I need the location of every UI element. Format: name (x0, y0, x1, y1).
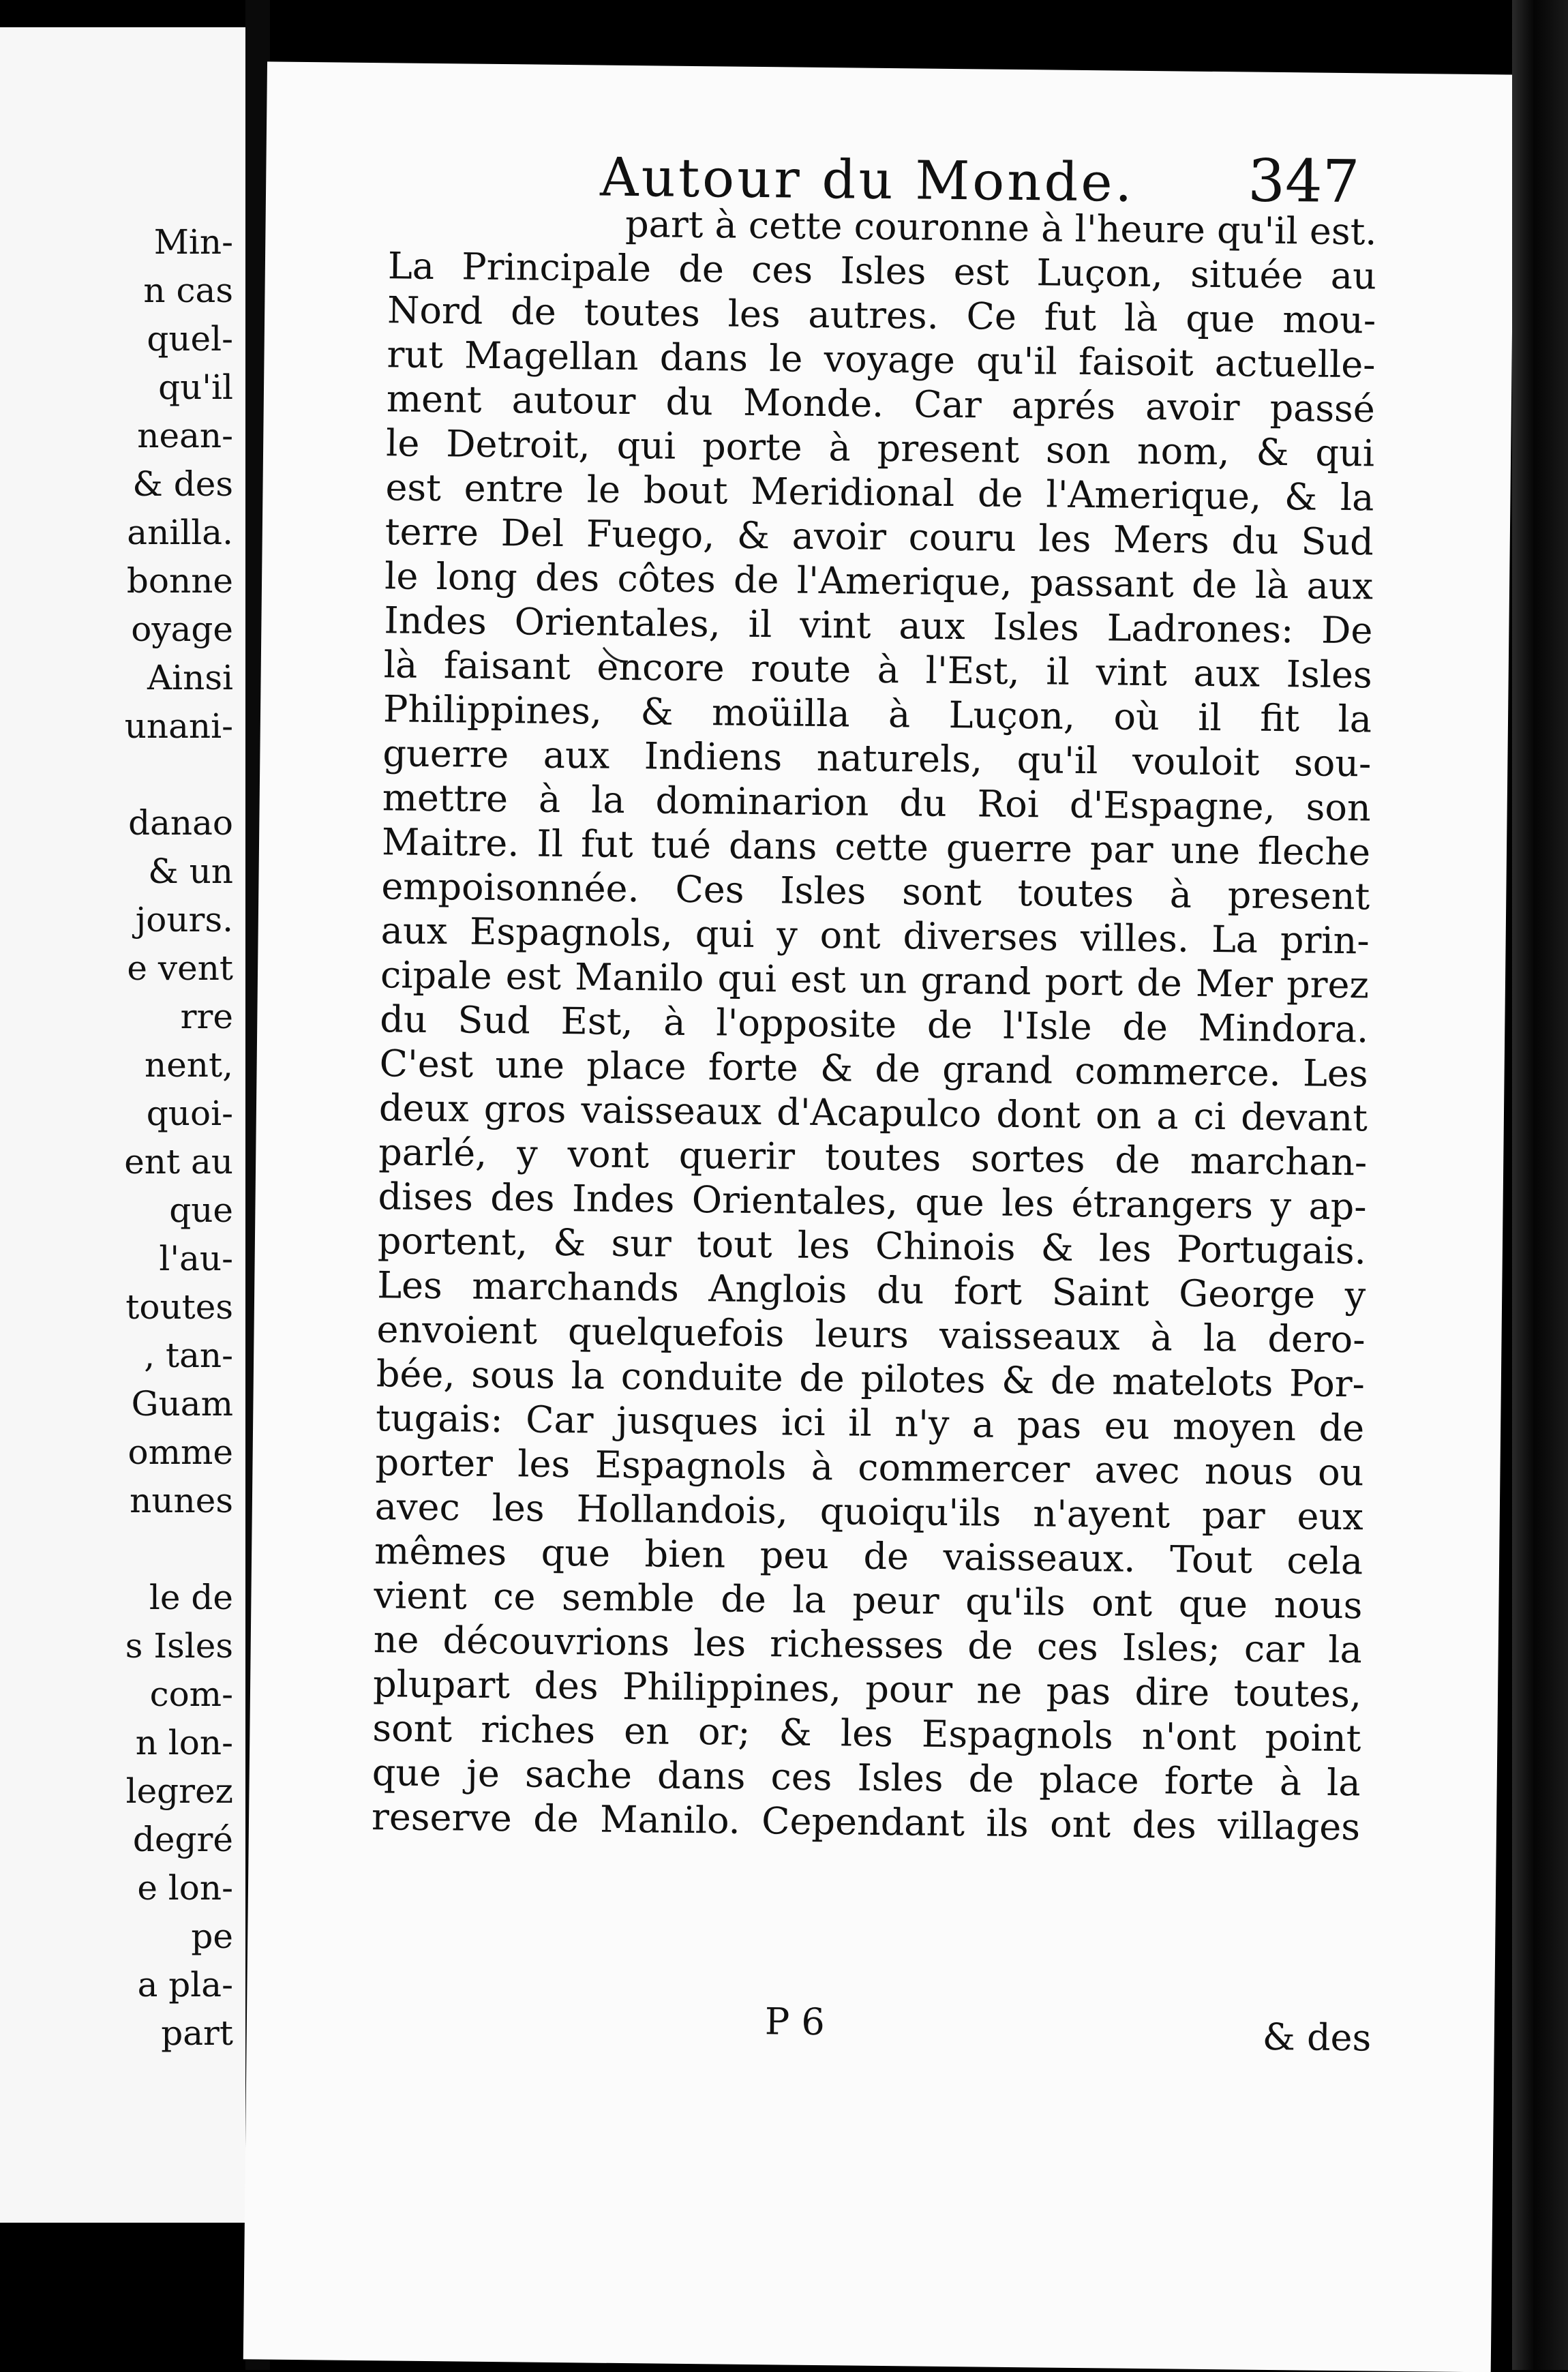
left-page-fragment: e vent (127, 948, 233, 988)
text-line: plupart des Philippines, pour ne pas dire toutes, (372, 1662, 1362, 1716)
text-line: ne découvrions les richesses de ces Isles; car la (373, 1618, 1363, 1672)
text-line: porter les Espagnols à commercer avec nous ou (375, 1441, 1364, 1495)
left-page-fragment: a pla- (137, 1965, 233, 2005)
text-line: reserve de Manilo. Cependant ils ont des villages (371, 1795, 1361, 1849)
left-page-fragment: & des (132, 464, 233, 504)
text-line: sont riches en or; & les Espagnols n'ont point (372, 1707, 1361, 1760)
left-page-fragment: e lon- (137, 1868, 233, 1908)
left-facing-page (0, 27, 248, 2223)
left-page-fragment: n cas (143, 271, 233, 310)
body-text (372, 199, 1377, 1849)
left-page-fragment: pe (191, 1917, 233, 1956)
left-page-fragment: legrez (125, 1771, 233, 1811)
text-line: parlé, y vont querir toutes sortes de marchan- (378, 1130, 1368, 1184)
text-line: vient ce semble de la peur qu'ils ont que nous (374, 1574, 1363, 1627)
left-page-fragment: part (161, 2013, 233, 2053)
left-page-fragment: qu'il (158, 367, 233, 407)
left-page-fragment: & un (148, 852, 233, 891)
text-line: que je sache dans ces Isles de place forte à la (372, 1751, 1361, 1805)
book-edge (1512, 0, 1568, 2370)
left-page-fragment: n lon- (135, 1723, 233, 1762)
left-page-fragment: omme (127, 1432, 233, 1472)
text-line: du Sud Est, à l'opposite de l'Isle de Mindora. (380, 997, 1369, 1051)
text-line: avec les Hollandois, quoiqu'ils n'ayent par eux (374, 1485, 1364, 1539)
left-page-fragment: oyage (131, 610, 233, 649)
text-line: Les marchands Anglois du fort Saint George y (376, 1263, 1366, 1317)
left-page-fragment: anilla. (127, 513, 233, 552)
left-page-fragment: degré (132, 1820, 233, 1859)
left-page-fragment: que (169, 1190, 233, 1230)
left-page-fragment: toutes (125, 1287, 233, 1327)
text-line: le Detroit, qui porte à present son nom, & qui (385, 421, 1375, 475)
left-page-fragment: unani- (124, 706, 233, 746)
text-line: guerre aux Indiens naturels, qu'il vouloit sou- (382, 732, 1372, 785)
left-page-fragment: Guam (131, 1384, 233, 1424)
text-line: là faisant encore route à l'Est, il vint aux Isles (383, 643, 1373, 697)
text-line: tugais: Car jusques ici il n'y a pas eu moyen de (375, 1396, 1365, 1450)
text-line: envoient quelquefois leurs vaisseaux à la dero- (376, 1308, 1366, 1362)
signature-mark: P 6 (764, 2000, 826, 2044)
text-line: aux Espagnols, qui y ont diverses villes. La prin- (380, 909, 1370, 963)
text-line: portent, & sur tout les Chinois & les Portugais. (377, 1219, 1367, 1273)
text-line: C'est une place forte & de grand commerce. Les (379, 1042, 1368, 1096)
left-page-fragment: nent, (145, 1045, 233, 1085)
text-line: cipale est Manilo qui est un grand port de Mer prez (380, 953, 1370, 1007)
text-line: La Principale de ces Isles est Luçon, située au (387, 244, 1377, 298)
left-page-fragment: Min- (153, 222, 233, 262)
left-page-fragment: Ainsi (147, 658, 233, 697)
text-line: empoisonnée. Ces Isles sont toutes à present (381, 865, 1370, 918)
left-page-fragment: quoi- (146, 1094, 233, 1133)
text-line: Indes Orientales, il vint aux Isles Ladrones: De (384, 599, 1373, 652)
text-line: Maitre. Il fut tué dans cette guerre par une fleche (381, 820, 1371, 874)
main-page (243, 61, 1515, 2372)
text-line: terre Del Fuego, & avoir couru les Mers du Sud (385, 510, 1374, 564)
left-page-fragment: s Isles (125, 1626, 233, 1666)
text-line: deux gros vaisseaux d'Acapulco dont on a ci devant (378, 1086, 1368, 1140)
left-page-fragment: jours. (135, 900, 233, 940)
text-line: dises des Indes Orientales, que les étrangers y ap- (378, 1175, 1367, 1229)
left-page-fragment: com- (149, 1675, 233, 1714)
left-page-fragment: rre (180, 997, 233, 1036)
text-line: Nord de toutes les autres. Ce fut là que mou- (387, 288, 1376, 342)
text-line: mettre à la dominarion du Roi d'Espagne, son (382, 776, 1372, 830)
text-line: bée, sous la conduite de pilotes & de matelots Por- (376, 1352, 1366, 1406)
text-line: part à cette couronne à l'heure qu'il est. (624, 202, 1377, 254)
running-head: Autour du Monde. (599, 147, 1135, 214)
left-page-fragment: nunes (130, 1481, 233, 1520)
text-line: Philippines, & moüilla à Luçon, où il fit la (382, 687, 1372, 741)
left-page-fragment: , tan- (144, 1336, 233, 1375)
left-page-fragment: ent au (124, 1142, 233, 1182)
left-page-fragment: le de (149, 1578, 233, 1617)
catchword: & des (1262, 2015, 1372, 2060)
left-page-fragment: nean- (137, 416, 233, 455)
text-line: mêmes que bien peu de vaisseaux. Tout cela (374, 1529, 1363, 1583)
page-number: 347 (1247, 147, 1360, 217)
text-line: le long des côtes de l'Amerique, passant de là aux (384, 554, 1374, 608)
text-line: rut Magellan dans le voyage qu'il faisoit actuelle- (387, 333, 1376, 387)
left-page-fragment: bonne (126, 561, 233, 601)
left-page-fragment: danao (128, 803, 233, 843)
left-page-fragment: l'au- (159, 1239, 233, 1278)
left-page-fragment: quel- (147, 319, 233, 359)
text-line: ment autour du Monde. Car aprés avoir passé (386, 377, 1376, 431)
text-line: est entre le bout Meridional de l'Amerique, & la (385, 466, 1374, 520)
